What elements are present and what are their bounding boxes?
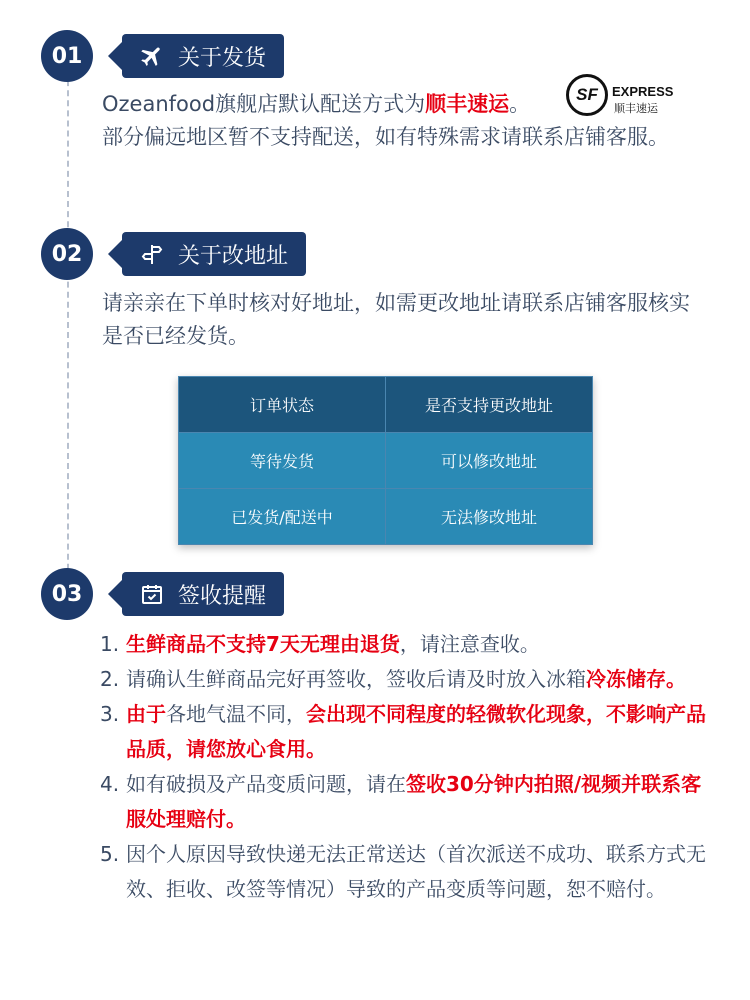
table-header-cell: 是否支持更改地址 [386, 377, 593, 433]
list-item [100, 837, 710, 907]
list-item-number: 3. [100, 702, 120, 726]
shipping-text-suffix: 。 [509, 92, 531, 116]
shipping-text-prefix: Ozeanfood旗舰店默认配送方式为 [102, 92, 426, 116]
timeline-line [67, 60, 69, 600]
address-text: 请亲亲在下单时核对好地址，如需更改地址请联系店铺客服核实是否已经发货。 [102, 291, 690, 348]
section-title-address [122, 232, 306, 276]
section-number-02: 02 [41, 228, 93, 280]
table-row [179, 489, 593, 545]
section-title-shipping [122, 34, 284, 78]
list-item-highlight: 会出现不同程度的轻微软化现象，不影响产品品质，请您放心食用。 [126, 702, 706, 761]
table-cell: 无法修改地址 [386, 489, 593, 545]
sf-logo-mark: SF [566, 74, 608, 116]
list-item-text: 如有破损及产品变质问题，请在 [126, 772, 406, 796]
shipping-text-line2: 部分偏远地区暂不支持配送，如有特殊需求请联系店铺客服。 [102, 125, 669, 149]
list-item-number: 4. [100, 772, 120, 796]
calendar-check-icon [138, 580, 166, 608]
table-cell: 等待发货 [179, 433, 386, 489]
signpost-icon [138, 240, 166, 268]
sf-express-logo [566, 74, 678, 120]
list-item [100, 662, 710, 697]
list-item-highlight: 签收30分钟内拍照/视频并联系客服处理赔付。 [126, 772, 702, 831]
table-cell: 可以修改地址 [386, 433, 593, 489]
section-number-01: 01 [41, 30, 93, 82]
list-item-number: 5. [100, 842, 120, 866]
table-cell: 已发货/配送中 [179, 489, 386, 545]
table-row [179, 433, 593, 489]
sf-logo-cn: 顺丰速运 [614, 102, 658, 115]
list-item-highlight: 生鲜商品不支持7天无理由退货 [126, 632, 400, 656]
list-item-highlight: 冷冻储存。 [586, 667, 686, 691]
list-item-text: 请确认生鲜商品完好再签收，签收后请及时放入冰箱 [126, 667, 586, 691]
table-header-cell: 订单状态 [179, 377, 386, 433]
list-item-number: 1. [100, 632, 120, 656]
section-title-text: 关于发货 [178, 45, 267, 71]
airplane-icon [138, 42, 166, 70]
list-item-text: ，请注意查收。 [399, 632, 540, 656]
list-item [100, 697, 710, 767]
sf-logo-express: EXPRESS [612, 84, 674, 99]
table-header-row [179, 377, 593, 433]
list-item-highlight: 由于 [126, 702, 166, 726]
shipping-carrier: 顺丰速运 [425, 92, 510, 116]
list-item [100, 767, 710, 837]
list-item-text: 各地气温不同， [166, 702, 306, 726]
reminder-list [100, 627, 710, 907]
section-title-text: 签收提醒 [178, 583, 267, 609]
list-item [100, 627, 710, 662]
list-item-text: 因个人原因导致快递无法正常送达（首次派送不成功、联系方式无效、拒收、改签等情况）导致的产品变质等问题，恕不赔付。 [126, 842, 706, 901]
list-item-number: 2. [100, 667, 120, 691]
address-status-table [178, 376, 593, 545]
section-title-text: 关于改地址 [178, 243, 289, 269]
section-title-reminder [122, 572, 284, 616]
section-number-03: 03 [41, 568, 93, 620]
